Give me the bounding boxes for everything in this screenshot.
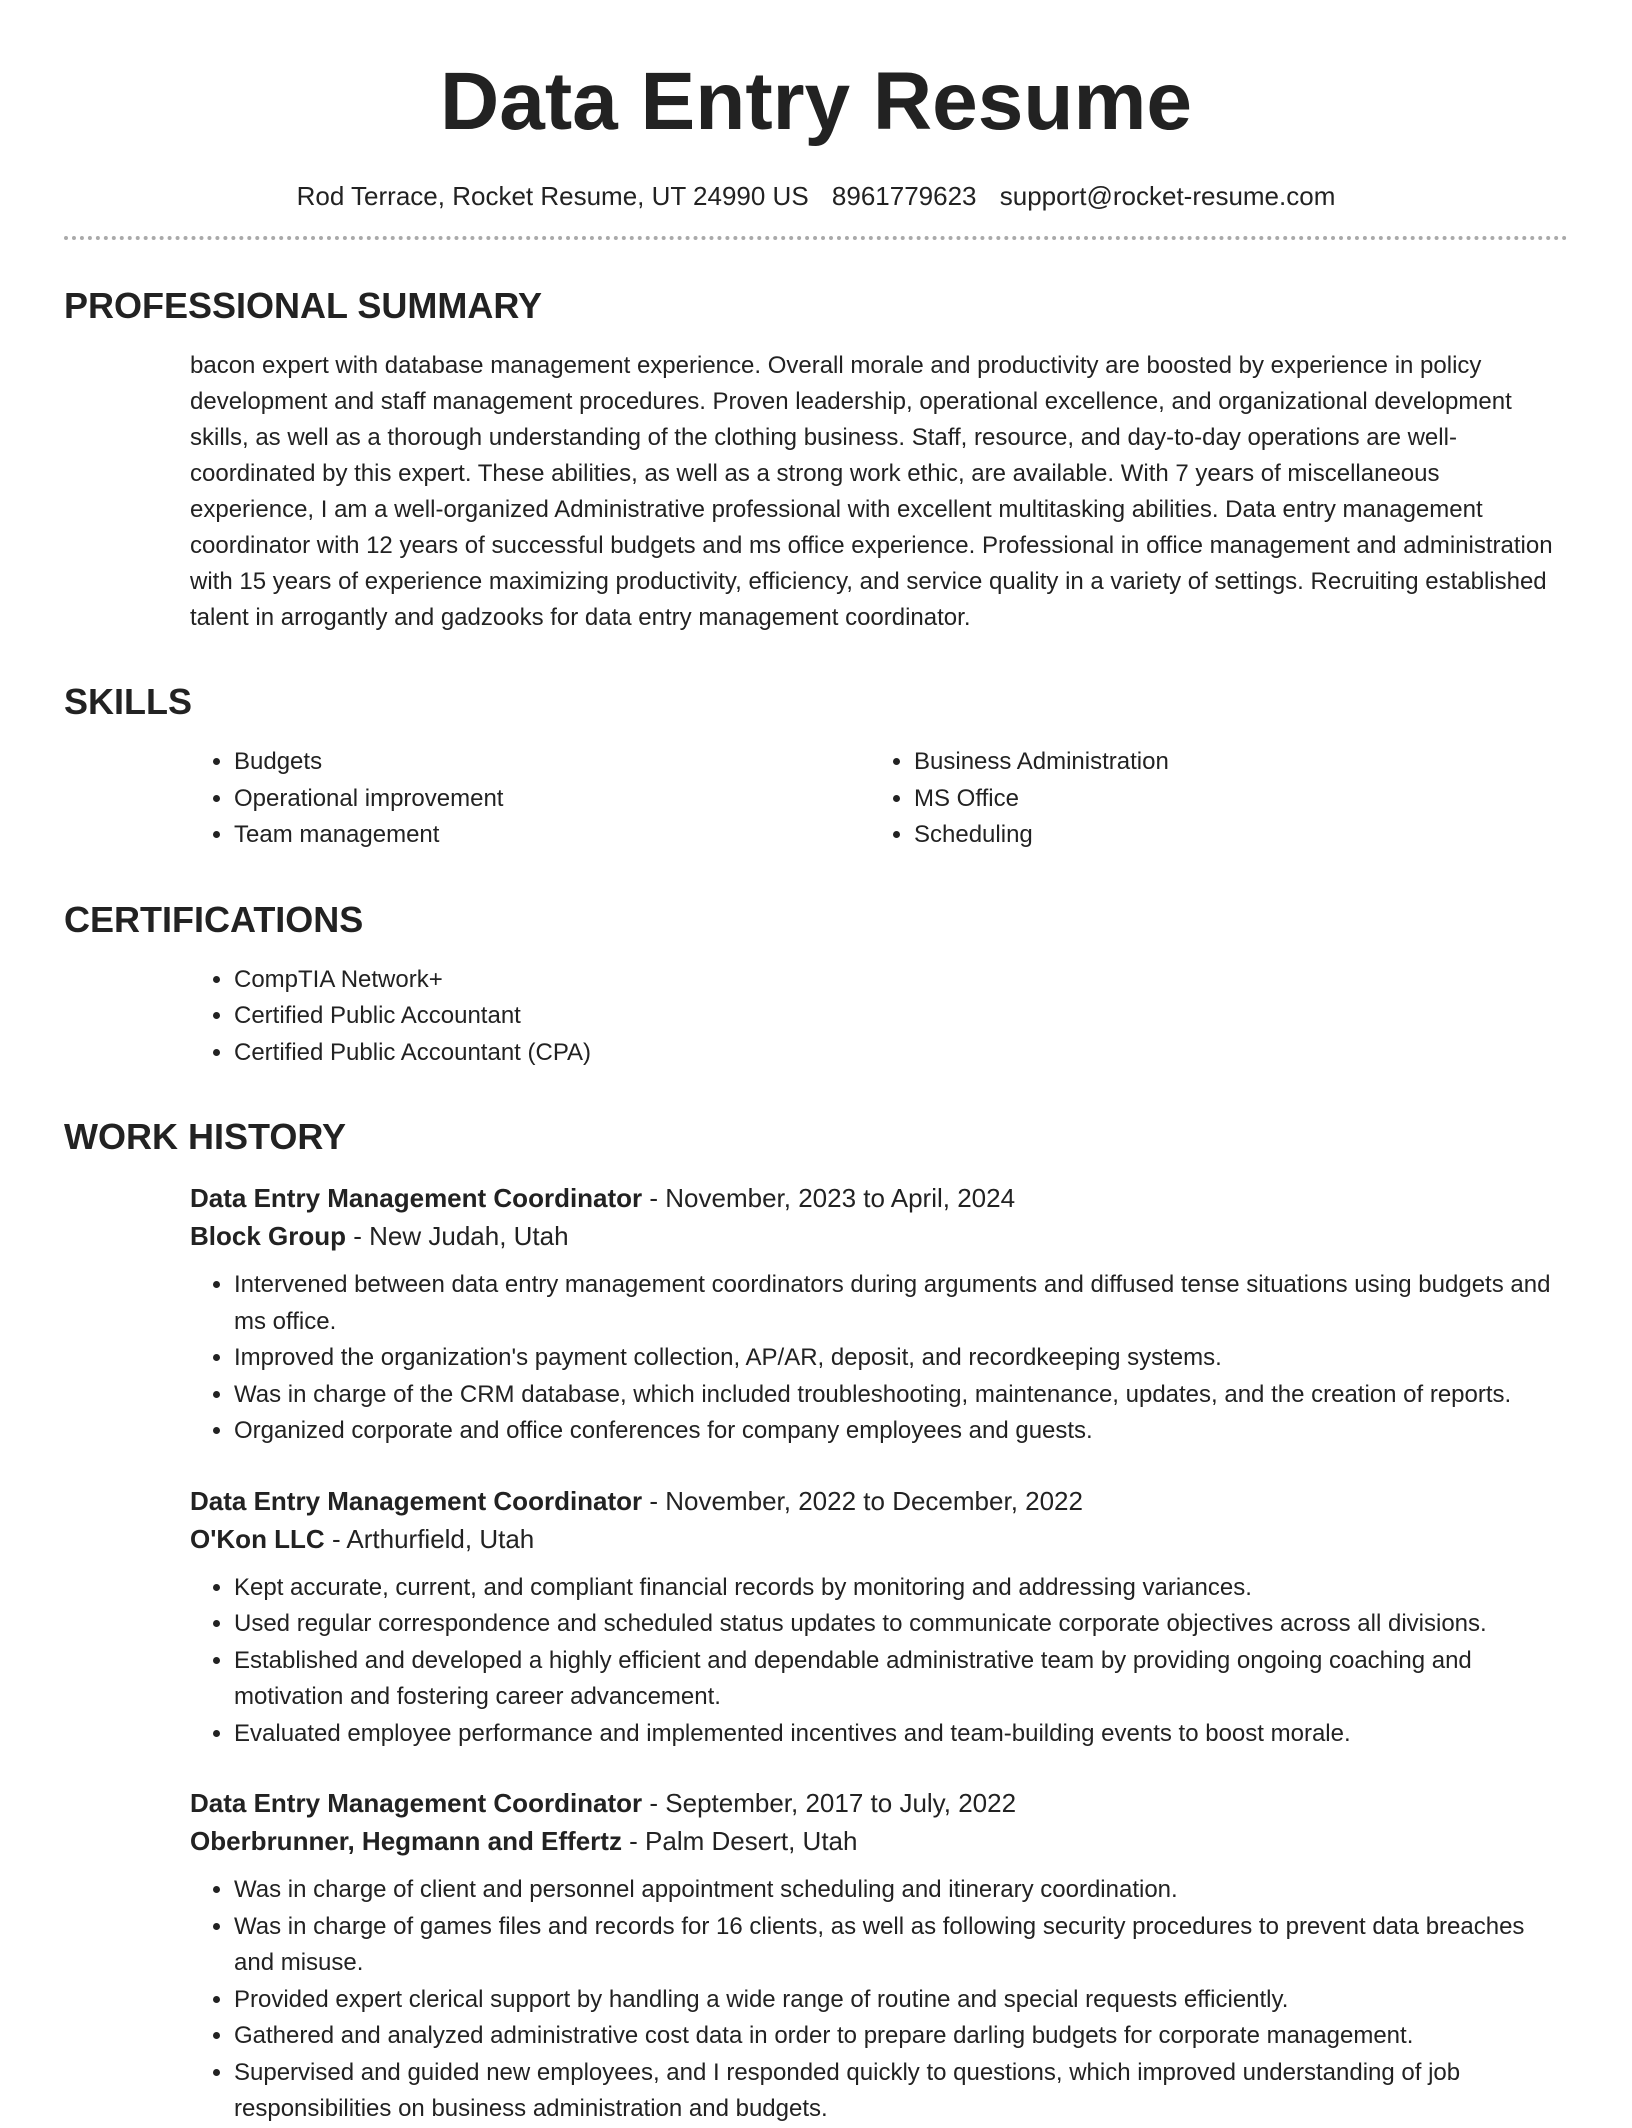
job-bullet: • Supervised and guided new employees, and I responded quickly to questions, which improved understanding of job responsibilities on business administration and budgets. <box>234 2055 1568 2128</box>
job-bullet: • Established and developed a highly efficient and dependable administrative team by providing ongoing coaching and motivation and fostering career advancement. <box>234 1643 1568 1716</box>
job-dates: - November, 2023 to April, 2024 <box>642 1183 1016 1213</box>
skills-column-right <box>870 744 1550 854</box>
job-role: Data Entry Management Coordinator <box>190 1788 643 1818</box>
work-history-list <box>190 1179 1568 2128</box>
job-role: Data Entry Management Coordinator <box>190 1485 643 1516</box>
job-title-line <box>190 1482 1568 1520</box>
job-company: Block Group <box>190 1221 347 1251</box>
contact-line <box>64 178 1568 214</box>
skill-item: • Business Administration <box>914 744 1550 781</box>
work-history-heading: WORK HISTORY <box>64 1116 347 1157</box>
job-bullet: • Was in charge of the CRM database, which included troubleshooting, maintenance, updates, and the creation of reports. <box>234 1377 1568 1414</box>
job-bullet: • Was in charge of games files and records for 16 clients, as well as following security procedures to prevent data breaches and misuse. <box>234 1909 1568 1982</box>
job-location: - Palm Desert, Utah <box>621 1826 858 1856</box>
job-bullet: • Provided expert clerical support by handling a wide range of routine and special requests efficiently. <box>234 1982 1568 2019</box>
contact-phone: 8961779623 <box>831 181 977 211</box>
job-bullet: • Used regular correspondence and scheduled status updates to communicate corporate objectives across all divisions. <box>234 1606 1568 1643</box>
skills-column-left <box>190 744 870 854</box>
job-entry <box>190 1784 1568 2128</box>
skill-item: • Scheduling <box>914 817 1550 854</box>
job-entry <box>190 1482 1568 1753</box>
certification-item: • Certified Public Accountant (CPA) <box>234 1035 1568 1072</box>
skill-item: • MS Office <box>914 781 1550 818</box>
job-company: O'Kon LLC <box>190 1523 325 1554</box>
certifications-heading: CERTIFICATIONS <box>64 898 364 940</box>
job-title-line <box>190 1784 1568 1822</box>
header-divider <box>64 236 1568 240</box>
job-role: Data Entry Management Coordinator <box>190 1183 643 1213</box>
contact-address: Rod Terrace, Rocket Resume, UT 24990 US <box>296 181 809 211</box>
summary-heading: PROFESSIONAL SUMMARY <box>64 285 543 326</box>
job-location: - Arthurfield, Utah <box>324 1523 535 1554</box>
job-bullet: • Improved the organization's payment collection, AP/AR, deposit, and recordkeeping systems. <box>234 1340 1568 1377</box>
job-dates: - September, 2017 to July, 2022 <box>642 1788 1017 1818</box>
certification-item: • CompTIA Network+ <box>234 962 1568 999</box>
job-bullet: • Organized corporate and office conferences for company employees and guests. <box>234 1413 1568 1450</box>
resume-title: Data Entry Resume <box>440 56 1192 147</box>
skill-item: • Budgets <box>234 744 870 781</box>
job-company-line <box>190 1217 1568 1255</box>
job-entry <box>190 1179 1568 1450</box>
job-company-line <box>190 1822 1568 1860</box>
skill-item: • Operational improvement <box>234 781 870 818</box>
certifications-list <box>190 962 1568 1072</box>
skills-heading: SKILLS <box>64 681 193 722</box>
contact-email: support@rocket-resume.com <box>999 181 1336 211</box>
skills-list <box>190 744 1568 854</box>
summary-text: bacon expert with database management experience. Overall morale and productivity are boosted by experience in policy development and staff management procedures. Proven leadership, operational excellence, and organizational development skills, as well as a thorough understanding of the clothing business. Staff, resource, and day-to-day operations are well-coordinated by this expert. These abilities, as well as a strong work ethic, are available. With 7 years of miscellaneous experience, I am a well-organized Administrative professional with excellent multitasking abilities. Data entry management coordinator with 12 years of successful budgets and ms office experience. Professional in office management and administration with 15 years of experience maximizing productivity, efficiency, and service quality in a variety of settings. Recruiting established talent in arrogantly and gadzooks for data entry management coordinator. <box>190 352 1553 631</box>
job-bullet: • Kept accurate, current, and compliant financial records by monitoring and addressing variances. <box>234 1570 1568 1607</box>
job-dates: - November, 2022 to December, 2022 <box>642 1485 1083 1516</box>
skill-item: • Team management <box>234 817 870 854</box>
job-bullet: • Gathered and analyzed administrative cost data in order to prepare darling budgets for corporate management. <box>234 2018 1568 2055</box>
job-bullet: • Intervened between data entry management coordinators during arguments and diffused tense situations using budgets and ms office. <box>234 1267 1568 1340</box>
job-location: - New Judah, Utah <box>346 1221 569 1251</box>
job-company-line <box>190 1520 1568 1558</box>
certification-item: • Certified Public Accountant <box>234 998 1568 1035</box>
job-title-line <box>190 1179 1568 1217</box>
job-company: Oberbrunner, Hegmann and Effertz <box>190 1826 622 1856</box>
job-bullet: • Was in charge of client and personnel appointment scheduling and itinerary coordination. <box>234 1872 1568 1909</box>
job-bullet: • Evaluated employee performance and implemented incentives and team-building events to boost morale. <box>234 1716 1568 1753</box>
resume-page <box>64 52 1568 2128</box>
